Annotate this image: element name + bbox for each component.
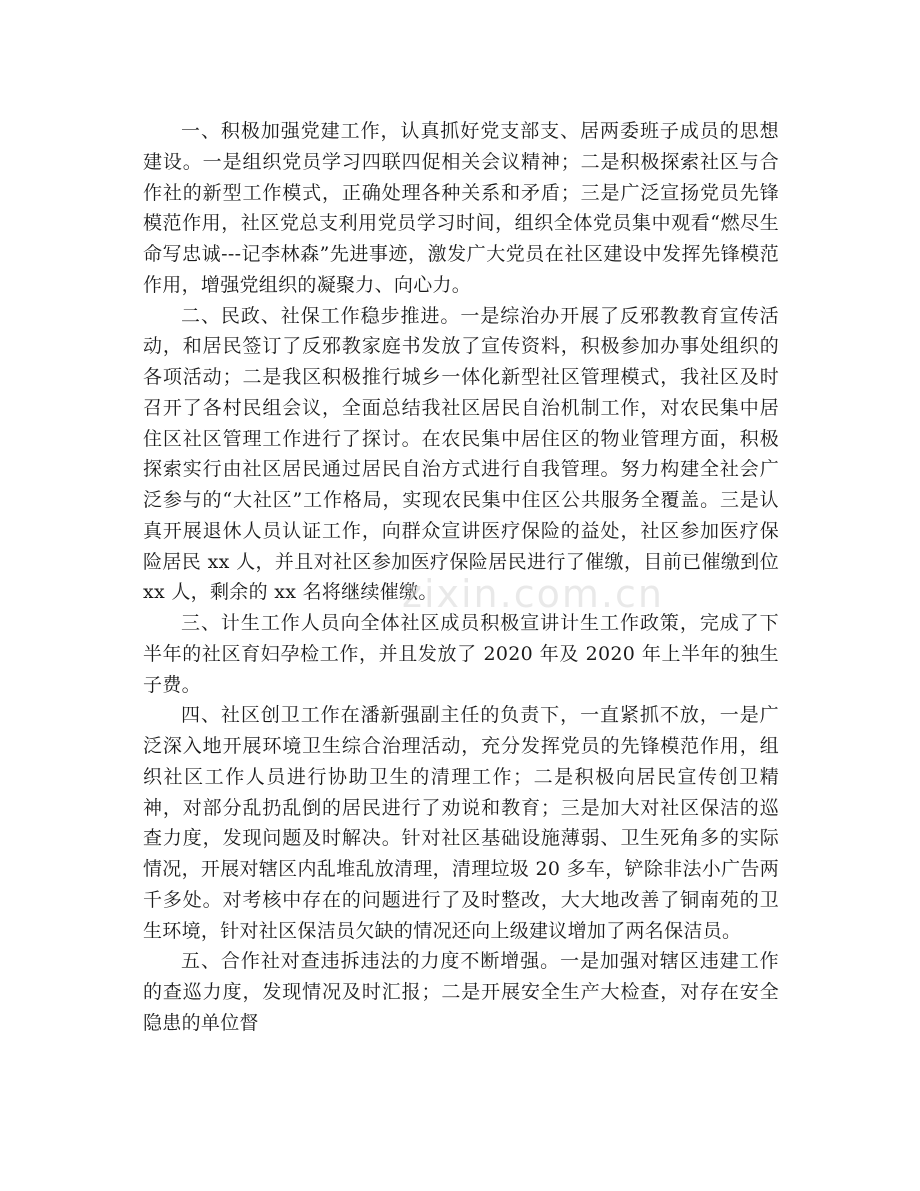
watermark: zixin.com.cn — [402, 572, 664, 616]
paragraph-civil-affairs: 二、民政、社保工作稳步推进。一是综治办开展了反邪教教育宣传活动，和居民签订了反邪教家庭书发放了宣传资料，积极参加办事处组织的各项活动；二是我区积极推行城乡一体化新型社区管理模式，我社区及时召开了各村民组会议，全面总结我社区居民自治机制工作，对农民集中居住区社区管理工作进行了探讨。在农民集中居住区的物业管理方面，积极探索实行由社区居民通过居民自治方式进行自我管理。努力构建全社会广泛参与的“大社区”工作格局，实现农民集中住区公共服务全覆盖。三是认真开展退休人员认证工作，向群众宣讲医疗保险的益处，社区参加医疗保险居民 xx 人，并且对社区参加医疗保险居民进行了催缴，目前已催缴到位 xx 人，剩余的 xx 名将继续催缴。 — [143, 304, 779, 604]
paragraph-illegal-construction: 五、合作社对查违拆违法的力度不断增强。一是加强对辖区违建工作的查巡力度，发现情况及时汇报；二是开展安全生产大检查，对存在安全隐患的单位督 — [143, 950, 779, 1034]
paragraph-party-building: 一、积极加强党建工作，认真抓好党支部支、居两委班子成员的思想建设。一是组织党员学习四联四促相关会议精神；二是积极探索社区与合作社的新型工作模式，正确处理各种关系和矛盾；三是广泛宣扬党员先锋模范作用，社区党总支利用党员学习时间，组织全体党员集中观看“燃尽生命写忠诚---记李林森”先进事迹，激发广大党员在社区建设中发挥先锋模范作用，增强党组织的凝聚力、向心力。 — [143, 120, 779, 296]
paragraph-family-planning: 三、计生工作人员向全体社区成员积极宣讲计生工作政策，完成了下半年的社区育妇孕检工作，并且发放了 2020 年及 2020 年上半年的独生子费。 — [143, 612, 779, 696]
document-body — [143, 116, 779, 1039]
paragraph-sanitation: 四、社区创卫工作在潘新强副主任的负责下，一直紧抓不放，一是广泛深入地开展环境卫生综合治理活动，充分发挥党员的先锋模范作用，组织社区工作人员进行协助卫生的清理工作；二是积极向居民宣传创卫精神，对部分乱扔乱倒的居民进行了劝说和教育；三是加大对社区保洁的巡查力度，发现问题及时解决。针对社区基础设施薄弱、卫生死角多的实际情况，开展对辖区内乱堆乱放清理，清理垃圾 20 多车，铲除非法小广告两千多处。对考核中存在的问题进行了及时整改，大大地改善了铜南苑的卫生环境，针对社区保洁员欠缺的情况还向上级建议增加了两名保洁员。 — [143, 704, 779, 942]
